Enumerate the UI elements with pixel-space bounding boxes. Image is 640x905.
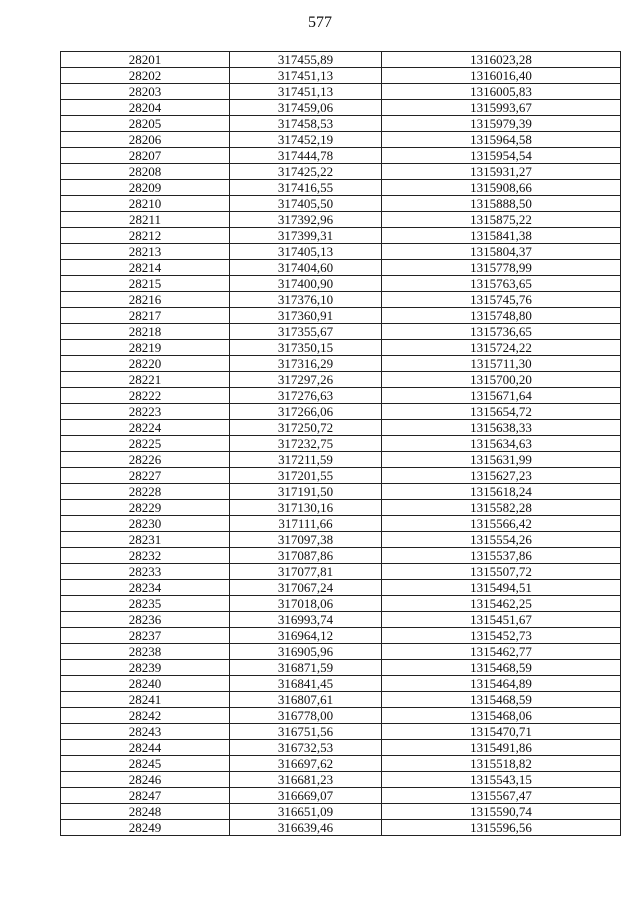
- table-row: [61, 68, 621, 84]
- point-number-cell: 28221: [61, 372, 230, 388]
- x-coordinate-cell: 316669,07: [230, 788, 382, 804]
- y-coordinate-cell: 1315964,58: [382, 132, 621, 148]
- x-coordinate-cell: 317297,26: [230, 372, 382, 388]
- y-coordinate-cell: 1315804,37: [382, 244, 621, 260]
- x-coordinate-cell: 317458,53: [230, 116, 382, 132]
- point-number-cell: 28232: [61, 548, 230, 564]
- point-number-cell: 28248: [61, 804, 230, 820]
- x-coordinate-cell: 317250,72: [230, 420, 382, 436]
- point-number-cell: 28203: [61, 84, 230, 100]
- point-number-cell: 28210: [61, 196, 230, 212]
- table-row: [61, 500, 621, 516]
- point-number-cell: 28240: [61, 676, 230, 692]
- point-number-cell: 28220: [61, 356, 230, 372]
- table-row: [61, 308, 621, 324]
- y-coordinate-cell: 1315452,73: [382, 628, 621, 644]
- x-coordinate-cell: 317376,10: [230, 292, 382, 308]
- x-coordinate-cell: 317455,89: [230, 52, 382, 68]
- x-coordinate-cell: 317425,22: [230, 164, 382, 180]
- x-coordinate-cell: 317266,06: [230, 404, 382, 420]
- table-row: [61, 516, 621, 532]
- point-number-cell: 28238: [61, 644, 230, 660]
- y-coordinate-cell: 1315711,30: [382, 356, 621, 372]
- y-coordinate-cell: 1315494,51: [382, 580, 621, 596]
- y-coordinate-cell: 1315462,77: [382, 644, 621, 660]
- y-coordinate-cell: 1315841,38: [382, 228, 621, 244]
- table-row: [61, 660, 621, 676]
- x-coordinate-cell: 316732,53: [230, 740, 382, 756]
- point-number-cell: 28249: [61, 820, 230, 836]
- x-coordinate-cell: 317276,63: [230, 388, 382, 404]
- table-row: [61, 484, 621, 500]
- x-coordinate-cell: 317355,67: [230, 324, 382, 340]
- x-coordinate-cell: 317201,55: [230, 468, 382, 484]
- table-row: [61, 196, 621, 212]
- y-coordinate-cell: 1315748,80: [382, 308, 621, 324]
- point-number-cell: 28228: [61, 484, 230, 500]
- y-coordinate-cell: 1315875,22: [382, 212, 621, 228]
- table-row: [61, 420, 621, 436]
- y-coordinate-cell: 1315700,20: [382, 372, 621, 388]
- table-row: [61, 404, 621, 420]
- table-row: [61, 340, 621, 356]
- y-coordinate-cell: 1315634,63: [382, 436, 621, 452]
- point-number-cell: 28216: [61, 292, 230, 308]
- y-coordinate-cell: 1315537,86: [382, 548, 621, 564]
- x-coordinate-cell: 317399,31: [230, 228, 382, 244]
- x-coordinate-cell: 317405,13: [230, 244, 382, 260]
- point-number-cell: 28219: [61, 340, 230, 356]
- point-number-cell: 28235: [61, 596, 230, 612]
- x-coordinate-cell: 316964,12: [230, 628, 382, 644]
- table-row: [61, 116, 621, 132]
- y-coordinate-cell: 1315736,65: [382, 324, 621, 340]
- x-coordinate-cell: 316807,61: [230, 692, 382, 708]
- table-row: [61, 612, 621, 628]
- y-coordinate-cell: 1315468,59: [382, 692, 621, 708]
- table-row: [61, 596, 621, 612]
- y-coordinate-cell: 1315638,33: [382, 420, 621, 436]
- y-coordinate-cell: 1315462,25: [382, 596, 621, 612]
- y-coordinate-cell: 1315491,86: [382, 740, 621, 756]
- y-coordinate-cell: 1315468,06: [382, 708, 621, 724]
- x-coordinate-cell: 317077,81: [230, 564, 382, 580]
- y-coordinate-cell: 1316016,40: [382, 68, 621, 84]
- table-row: [61, 324, 621, 340]
- x-coordinate-cell: 316905,96: [230, 644, 382, 660]
- y-coordinate-cell: 1315468,59: [382, 660, 621, 676]
- point-number-cell: 28214: [61, 260, 230, 276]
- table-row: [61, 132, 621, 148]
- table-row: [61, 164, 621, 180]
- table-row: [61, 244, 621, 260]
- point-number-cell: 28226: [61, 452, 230, 468]
- table-row: [61, 548, 621, 564]
- y-coordinate-cell: 1315554,26: [382, 532, 621, 548]
- x-coordinate-cell: 317018,06: [230, 596, 382, 612]
- point-number-cell: 28201: [61, 52, 230, 68]
- x-coordinate-cell: 317451,13: [230, 84, 382, 100]
- table-row: [61, 228, 621, 244]
- y-coordinate-cell: 1315671,64: [382, 388, 621, 404]
- point-number-cell: 28243: [61, 724, 230, 740]
- table-row: [61, 52, 621, 68]
- table-row: [61, 788, 621, 804]
- x-coordinate-cell: 317191,50: [230, 484, 382, 500]
- point-number-cell: 28218: [61, 324, 230, 340]
- table-row: [61, 708, 621, 724]
- y-coordinate-cell: 1315993,67: [382, 100, 621, 116]
- table-row: [61, 292, 621, 308]
- coordinates-table: [60, 51, 621, 836]
- table-row: [61, 436, 621, 452]
- table-row: [61, 532, 621, 548]
- x-coordinate-cell: 317452,19: [230, 132, 382, 148]
- point-number-cell: 28211: [61, 212, 230, 228]
- table-row: [61, 676, 621, 692]
- x-coordinate-cell: 316651,09: [230, 804, 382, 820]
- point-number-cell: 28246: [61, 772, 230, 788]
- x-coordinate-cell: 317087,86: [230, 548, 382, 564]
- y-coordinate-cell: 1315745,76: [382, 292, 621, 308]
- y-coordinate-cell: 1316023,28: [382, 52, 621, 68]
- page-number: 577: [308, 14, 332, 31]
- x-coordinate-cell: 316778,00: [230, 708, 382, 724]
- table-row: [61, 772, 621, 788]
- point-number-cell: 28244: [61, 740, 230, 756]
- x-coordinate-cell: 317405,50: [230, 196, 382, 212]
- table-row: [61, 628, 621, 644]
- point-number-cell: 28223: [61, 404, 230, 420]
- y-coordinate-cell: 1315618,24: [382, 484, 621, 500]
- y-coordinate-cell: 1315778,99: [382, 260, 621, 276]
- y-coordinate-cell: 1315979,39: [382, 116, 621, 132]
- x-coordinate-cell: 317350,15: [230, 340, 382, 356]
- x-coordinate-cell: 316993,74: [230, 612, 382, 628]
- x-coordinate-cell: 317067,24: [230, 580, 382, 596]
- point-number-cell: 28202: [61, 68, 230, 84]
- point-number-cell: 28204: [61, 100, 230, 116]
- x-coordinate-cell: 317316,29: [230, 356, 382, 372]
- point-number-cell: 28237: [61, 628, 230, 644]
- table-body: [61, 52, 621, 836]
- y-coordinate-cell: 1315470,71: [382, 724, 621, 740]
- point-number-cell: 28217: [61, 308, 230, 324]
- y-coordinate-cell: 1315627,23: [382, 468, 621, 484]
- table-row: [61, 564, 621, 580]
- y-coordinate-cell: 1315908,66: [382, 180, 621, 196]
- table-row: [61, 820, 621, 836]
- y-coordinate-cell: 1315590,74: [382, 804, 621, 820]
- x-coordinate-cell: 316639,46: [230, 820, 382, 836]
- table-row: [61, 260, 621, 276]
- table-row: [61, 692, 621, 708]
- y-coordinate-cell: 1315724,22: [382, 340, 621, 356]
- y-coordinate-cell: 1315954,54: [382, 148, 621, 164]
- x-coordinate-cell: 317111,66: [230, 516, 382, 532]
- point-number-cell: 28233: [61, 564, 230, 580]
- y-coordinate-cell: 1315518,82: [382, 756, 621, 772]
- point-number-cell: 28231: [61, 532, 230, 548]
- point-number-cell: 28222: [61, 388, 230, 404]
- table-row: [61, 388, 621, 404]
- point-number-cell: 28215: [61, 276, 230, 292]
- point-number-cell: 28242: [61, 708, 230, 724]
- y-coordinate-cell: 1315654,72: [382, 404, 621, 420]
- point-number-cell: 28236: [61, 612, 230, 628]
- x-coordinate-cell: 317097,38: [230, 532, 382, 548]
- table-row: [61, 644, 621, 660]
- y-coordinate-cell: 1315596,56: [382, 820, 621, 836]
- x-coordinate-cell: 317416,55: [230, 180, 382, 196]
- table-row: [61, 804, 621, 820]
- x-coordinate-cell: 317444,78: [230, 148, 382, 164]
- point-number-cell: 28207: [61, 148, 230, 164]
- x-coordinate-cell: 317451,13: [230, 68, 382, 84]
- table-row: [61, 180, 621, 196]
- table-row: [61, 756, 621, 772]
- x-coordinate-cell: 317211,59: [230, 452, 382, 468]
- y-coordinate-cell: 1316005,83: [382, 84, 621, 100]
- y-coordinate-cell: 1315582,28: [382, 500, 621, 516]
- y-coordinate-cell: 1315763,65: [382, 276, 621, 292]
- table-row: [61, 452, 621, 468]
- y-coordinate-cell: 1315451,67: [382, 612, 621, 628]
- x-coordinate-cell: 316681,23: [230, 772, 382, 788]
- y-coordinate-cell: 1315931,27: [382, 164, 621, 180]
- point-number-cell: 28213: [61, 244, 230, 260]
- y-coordinate-cell: 1315631,99: [382, 452, 621, 468]
- x-coordinate-cell: 316841,45: [230, 676, 382, 692]
- y-coordinate-cell: 1315566,42: [382, 516, 621, 532]
- x-coordinate-cell: 317392,96: [230, 212, 382, 228]
- point-number-cell: 28209: [61, 180, 230, 196]
- point-number-cell: 28229: [61, 500, 230, 516]
- x-coordinate-cell: 317232,75: [230, 436, 382, 452]
- y-coordinate-cell: 1315464,89: [382, 676, 621, 692]
- y-coordinate-cell: 1315543,15: [382, 772, 621, 788]
- table-row: [61, 740, 621, 756]
- table-row: [61, 468, 621, 484]
- point-number-cell: 28208: [61, 164, 230, 180]
- table-row: [61, 212, 621, 228]
- point-number-cell: 28206: [61, 132, 230, 148]
- x-coordinate-cell: 317130,16: [230, 500, 382, 516]
- table-row: [61, 84, 621, 100]
- x-coordinate-cell: 317404,60: [230, 260, 382, 276]
- table-row: [61, 580, 621, 596]
- point-number-cell: 28241: [61, 692, 230, 708]
- y-coordinate-cell: 1315567,47: [382, 788, 621, 804]
- point-number-cell: 28227: [61, 468, 230, 484]
- point-number-cell: 28205: [61, 116, 230, 132]
- x-coordinate-cell: 316697,62: [230, 756, 382, 772]
- point-number-cell: 28234: [61, 580, 230, 596]
- table-row: [61, 356, 621, 372]
- table-row: [61, 100, 621, 116]
- x-coordinate-cell: 317360,91: [230, 308, 382, 324]
- x-coordinate-cell: 317400,90: [230, 276, 382, 292]
- table-row: [61, 372, 621, 388]
- x-coordinate-cell: 316751,56: [230, 724, 382, 740]
- point-number-cell: 28224: [61, 420, 230, 436]
- x-coordinate-cell: 317459,06: [230, 100, 382, 116]
- y-coordinate-cell: 1315888,50: [382, 196, 621, 212]
- point-number-cell: 28230: [61, 516, 230, 532]
- point-number-cell: 28247: [61, 788, 230, 804]
- point-number-cell: 28225: [61, 436, 230, 452]
- table-row: [61, 148, 621, 164]
- point-number-cell: 28245: [61, 756, 230, 772]
- table-row: [61, 276, 621, 292]
- y-coordinate-cell: 1315507,72: [382, 564, 621, 580]
- point-number-cell: 28212: [61, 228, 230, 244]
- x-coordinate-cell: 316871,59: [230, 660, 382, 676]
- point-number-cell: 28239: [61, 660, 230, 676]
- table-row: [61, 724, 621, 740]
